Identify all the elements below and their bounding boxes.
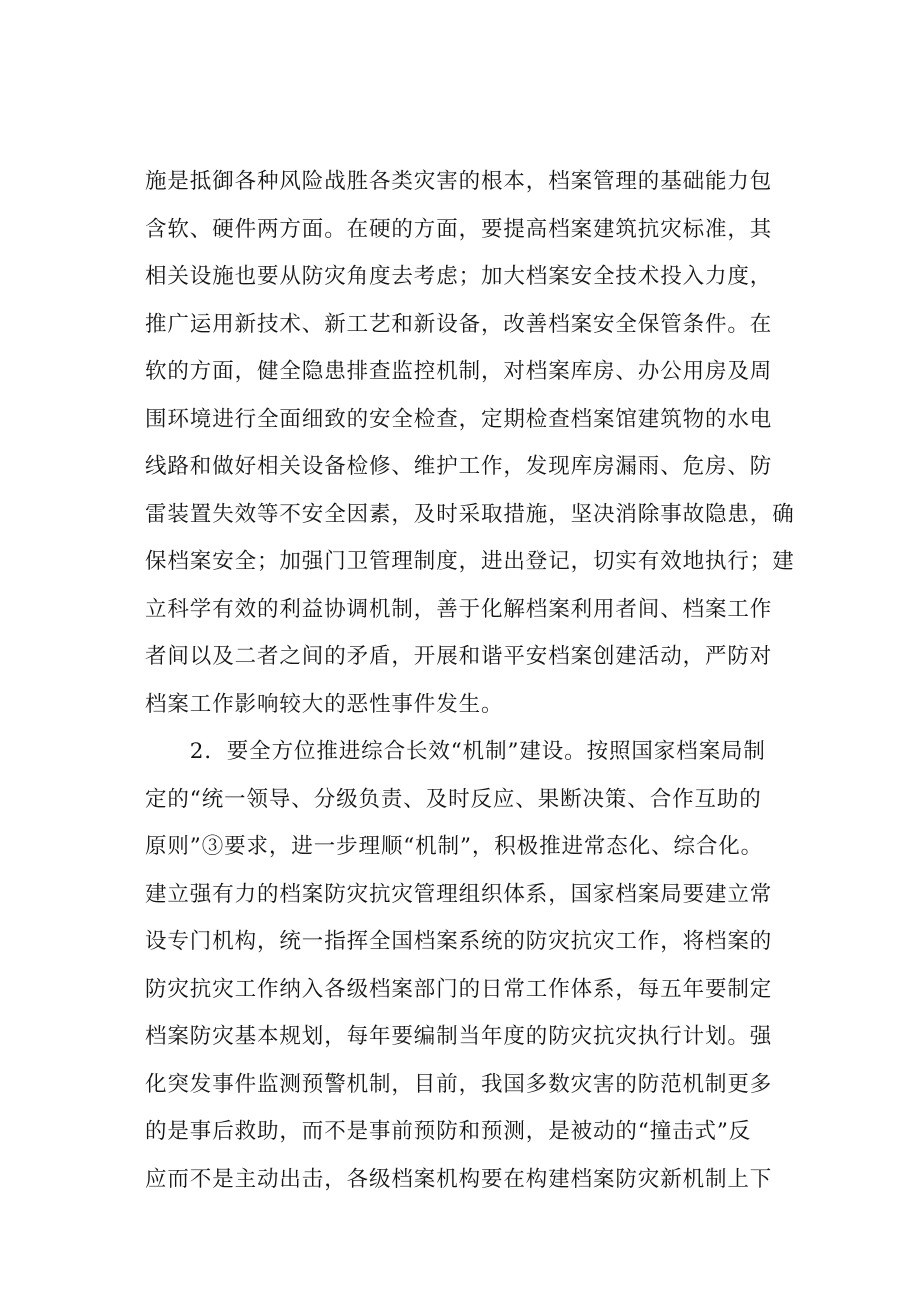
text-line: 保档案安全；加强门卫管理制度，进出登记，切实有效地执行；建 — [145, 549, 795, 574]
text-line: 者间以及二者之间的矛盾，开展和谐平安档案创建活动，严防对 — [145, 644, 773, 669]
text-line: 线路和做好相关设备检修、维护工作，发现库房漏雨、危房、防 — [145, 454, 773, 479]
text-line: 2．要全方位推进综合长效“机制”建设。按照国家档案局制 — [145, 739, 766, 764]
text-line: 原则”③要求，进一步理顺“机制”，积极推进常态化、综合化。 — [145, 834, 764, 859]
text-line: 应而不是主动出击，各级档案机构要在构建档案防灾新机制上下 — [145, 1166, 773, 1192]
text-line: 定的“统一领导、分级负责、及时反应、果断决策、合作互助的 — [145, 786, 762, 812]
text-line: 的是事后救助，而不是事前预防和预测，是被动的“撞击式”反 — [145, 1119, 752, 1144]
text-line: 设专门机构，统一指挥全国档案系统的防灾抗灾工作，将档案的 — [145, 929, 773, 954]
text-line: 化突发事件监测预警机制，目前，我国多数灾害的防范机制更多 — [145, 1071, 773, 1097]
text-line: 施是抵御各种风险战胜各类灾害的根本，档案管理的基础能力包 — [145, 169, 773, 194]
body-text — [145, 158, 805, 1203]
text-line: 相关设施也要从防灾角度去考虑；加大档案安全技术投入力度， — [145, 264, 773, 289]
text-line: 含软、硬件两方面。在硬的方面，要提高档案建筑抗灾标准，其 — [145, 216, 773, 242]
text-line: 雷装置失效等不安全因素，及时采取措施，坚决消除事故隐患，确 — [145, 501, 795, 527]
text-line: 立科学有效的利益协调机制，善于化解档案利用者间、档案工作 — [145, 596, 773, 622]
text-line: 推广运用新技术、新工艺和新设备，改善档案安全保管条件。在 — [145, 311, 773, 337]
text-line: 档案防灾基本规划，每年要编制当年度的防灾抗灾执行计划。强 — [145, 1024, 773, 1049]
text-line: 防灾抗灾工作纳入各级档案部门的日常工作体系，每五年要制定 — [145, 976, 773, 1002]
text-line: 软的方面，健全隐患排查监控机制，对档案库房、办公用房及周 — [145, 359, 773, 384]
text-line: 档案工作影响较大的恶性事件发生。 — [145, 691, 504, 717]
text-line: 建立强有力的档案防灾抗灾管理组织体系，国家档案局要建立常 — [145, 881, 773, 907]
text-line: 围环境进行全面细致的安全检查，定期检查档案馆建筑物的水电 — [145, 406, 773, 432]
